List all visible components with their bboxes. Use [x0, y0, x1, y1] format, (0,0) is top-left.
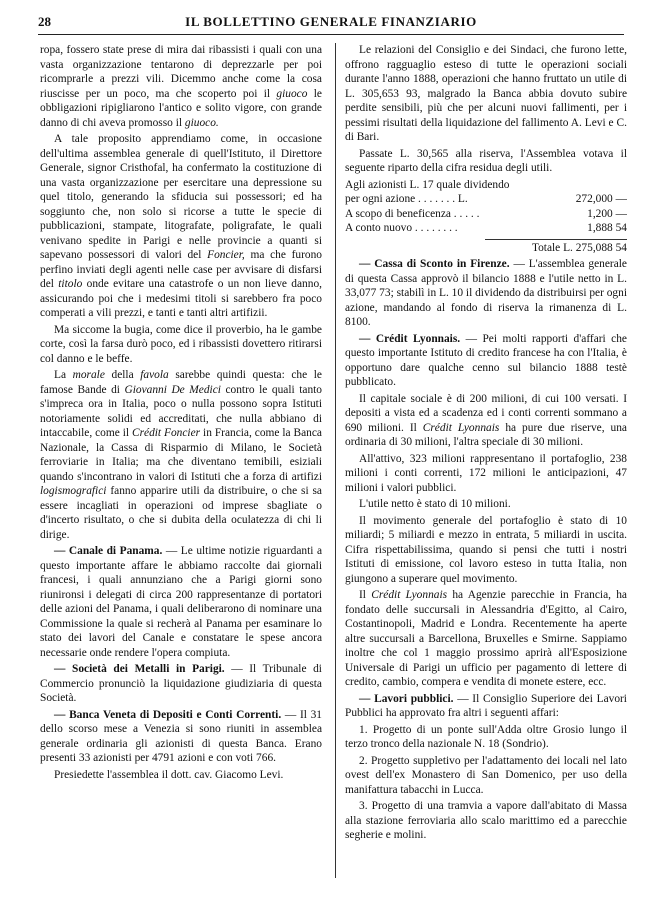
article-banca-veneta: — Banca Veneta di Depositi e Conti Correnti. — Il 31 dello scorso mese a Venezia si sono riuniti in assemblea generale ordinaria gli azionisti di questa Banca. Erano presenti 33 azionisti per 4791 azioni e con voti 766.: [40, 708, 322, 764]
page-number: 28: [38, 14, 51, 29]
paragraph: Le relazioni del Consiglio e dei Sindaci, che furono lette, offrono ragguaglio esteso di tutte le operazioni sociali durante l'anno 1888, operazioni che hanno fruttato un utile di L. 305,653 93, malgrado la Banca abbia dovuto subire perdite sensibili, più che per alcuni nuovi fallimenti, per i pessimi risultati della liquidazione del fallimento A. Levi e C. di Bari.: [345, 44, 627, 143]
ledger-total: Totale L. 275,088 54: [485, 239, 627, 256]
ledger-row: A conto nuovo . . . . . . . . 1,888 54: [345, 222, 627, 234]
running-title: IL BOLLETTINO GENERALE FINANZIARIO: [185, 14, 477, 29]
paragraph: ropa, fossero state prese di mira dai ribassisti i quali con una vasta organizzazione tentarono di deprezzarle per poi ricomprarle a prezzi vili. Dicemmo anche come la cosa riuscisse per un poco, ma che scoperto poi il giuoco le obbligazioni ripigliarono l'antico e solito vigore, con grande danno di chi aveva promosso il giuoco.: [40, 44, 322, 129]
list-item: 3. Progetto di una tramvia a vapore dall'abitato di Massa alla stazione ferroviaria allo scalo marittimo ed a parecchie segherie e molini.: [345, 800, 627, 841]
paragraph: Il capitale sociale è di 200 milioni, di cui 100 versati. I depositi a vista ed a scadenza ed i conti correnti sommano a 690 milioni. Il Crédit Lyonnais ha pure due riserve, una ordinaria di 30 milioni, l'altra speciale di 30 milioni.: [345, 392, 627, 448]
article-credit-lyonnais: — Crédit Lyonnais. — Pei molti rapporti d'affari che questo importante Istituto di credito francese ha con l'Italia, è opportuno dare qualche cenno sul bilancio 1888 testè pubblicato.: [345, 332, 627, 388]
paragraph: L'utile netto è stato di 10 milioni.: [359, 498, 511, 510]
column-divider: [335, 43, 336, 878]
article-title: — Cassa di Sconto in Firenze.: [359, 258, 510, 270]
list-item: 2. Progetto suppletivo per l'adattamento dei locali nel lato ovest dell'ex Monastero di San Domenico, per uso della manifattura tabacchi in Lucca.: [345, 754, 627, 796]
ledger-heading: Agli azionisti L. 17 quale dividendo: [345, 178, 510, 191]
article-title: — Banca Veneta di Depositi e Conti Correnti.: [54, 708, 282, 721]
article-metalli: — Società dei Metalli in Parigi. — Il Tribunale di Commercio pronunciò la liquidazione giudiziaria di questa Società.: [40, 663, 322, 704]
article-cassa-sconto: — Cassa di Sconto in Firenze. — L'assemblea generale di questa Cassa approvò il bilancio 1888 e l'utile netto in L. 33,077 73; stabilì in L. 10 il dividendo da distribuirsi per ogni azione, mandando al fondo di riserva la rimanenza di L. 8100.: [345, 258, 627, 328]
paragraph: Il Crédit Lyonnais ha Agenzie parecchie in Francia, ha fondato delle succursali in Alessandria d'Egitto, al Cairo, Costantinopoli, Madrid e Londra. Recentemente ha aperte altre succursali a Barcellona, Bruxelles e Smirne. Sappiamo inoltre che col 1 maggio prossimo aprirà all'Esposizione Universale di Parigi un ufficio per pagamento di lettere di credito, cambio, compera e vendita di monete estere, ecc.: [345, 589, 627, 688]
ledger-row: A scopo di beneficenza . . . . . 1,200 —: [345, 207, 627, 220]
paragraph: Presiedette l'assemblea il dott. cav. Giacomo Levi.: [54, 768, 284, 781]
paragraph: All'attivo, 323 milioni rappresentano il portafoglio, 238 milioni i conti correnti, 172 milioni le anticipazioni, 47 milioni i valori pubblici.: [345, 452, 627, 494]
paragraph: Passate L. 30,565 alla riserva, l'Assemblea votava il seguente riparto della cifra residua degli utili.: [345, 147, 627, 174]
article-title: — Crédit Lyonnais.: [359, 332, 461, 345]
article-title: — Lavori pubblici.: [359, 692, 454, 705]
dividend-ledger: [345, 178, 627, 256]
right-column: [345, 43, 627, 878]
page-header: [38, 14, 624, 35]
article-title: — Società dei Metalli in Parigi.: [54, 663, 225, 675]
paragraph: A tale proposito apprendiamo come, in occasione dell'ultima assemblea generale di quell'Istituto, il Direttore Generale, signor Cristhofal, ha confermato la costituzione di una vasta organizzazione per esercitare una depressione su quel titolo, generando la sfiducia sui possessori; ed ha soggiunto che, non solo si ricorse a tutte le specie di pubblicazioni, stampate, litografate, poligrafate, le quali venivano spedite in Parigi e nelle provincie a quanti si sapevano possessori di valori del Foncier, ma che furono perfino inviati degli agenti nelle case per avvisare di disfarsi del titolo onde evitare una catastrofe o un non lieve danno, assicurando poi che i medesimi titoli si sarebbero fra poco comperati a vili prezzi, e tanti e tanti altri artifizii.: [40, 133, 322, 319]
article-panama: — Canale di Panama. — Le ultime notizie riguardanti a questo importante affare le abbiamo raccolte dai giornali francesi, i quali annunziano che a Parigi giorni sono riunironsi i delegati di circa 200 rappresentanze di portatori delle azioni del Panama, i quali deliberarono di nominare una Commissione la quale si recherà al Panama per esaminare lo stato dei lavori del Canale e constatare le spese ancora necessarie onde rendere l'opera compiuta.: [40, 545, 322, 659]
list-item: 1. Progetto di un ponte sull'Adda oltre Grosio lungo il terzo tronco della nazionale N. 18 (Sondrio).: [345, 723, 627, 750]
ledger-row: per ogni azione . . . . . . . L. 272,000 —: [345, 193, 627, 205]
left-column: [40, 43, 322, 878]
article-title: — Canale di Panama.: [54, 545, 163, 557]
article-lavori-pubblici: — Lavori pubblici. — Il Consiglio Superiore dei Lavori Pubblici ha approvato fra altri i seguenti affari:: [345, 692, 627, 719]
paragraph: Il movimento generale del portafoglio è stato di 10 miliardi; 5 miliardi e mezzo in entrata, 5 miliardi in uscita. Cifra rispettabilissima, quando si pensi che tutti i nostri Istituti di emissione, col lavoro esteso in tutta Italia, non giungono a superare quel movimento.: [345, 514, 627, 585]
paragraph: La morale della favola sarebbe quindi questa: che le famose Bande di Giovanni De Medici contro le quali tanto s'impreca ora in Italia, poco o nulla possono sopra Istituti notoriamente solidi ed accreditati, che nulla abbiano di intaccabile, come il Crédit Foncier in Francia, come la Banca Nazionale, la Cassa di Risparmio di Milano, le Società ferroviarie in Italia; ma che diventano temibili, esiziali quando s'incontrano in valori di Istituti che a forza di artifizi logismografici fanno apparire utili da distribuire, o che si sa essere incagliati in operazioni od imprese sbagliate o d'incerto risultato, o che si dubita della oculatezza di chi li dirige.: [40, 369, 322, 541]
paragraph: Ma siccome la bugia, come dice il proverbio, ha le gambe corte, così la farsa durò poco, ed i ribassisti dovettero ritirarsi col danno e le beffe.: [40, 323, 322, 365]
